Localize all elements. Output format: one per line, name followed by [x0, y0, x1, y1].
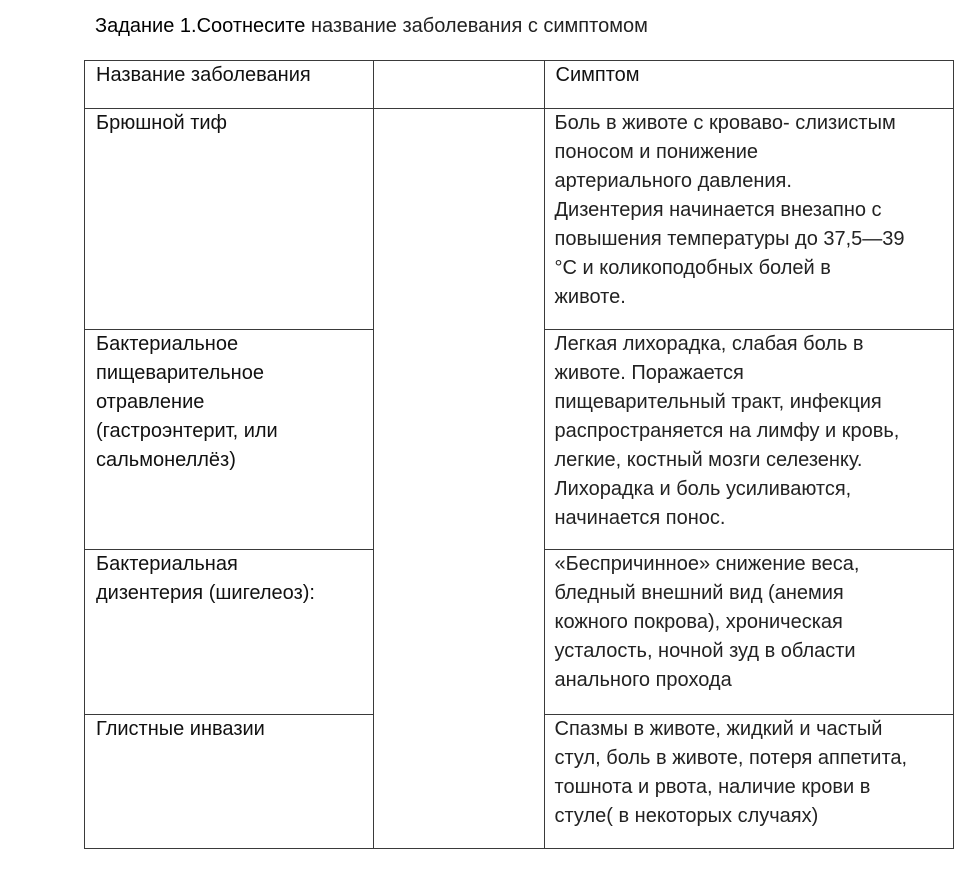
header-cell-symptom	[544, 61, 953, 109]
header-symptom-label: Симптом	[555, 64, 640, 86]
header-cell-name	[85, 61, 374, 109]
symptom-text: Боль в животе с кроваво- слизистым поносом и понижение артериального давления. Дизентерия начинается внезапно с повышения температуры до 37,5—39 °С и коликоподобных болей в животе.	[554, 112, 905, 308]
symptom-text: Спазмы в животе, жидкий и частый стул, боль в животе, потеря аппетита, тошнота и рвота, наличие крови в стуле( в некоторых случаях)	[554, 718, 908, 827]
symptom-cell	[544, 715, 953, 849]
symptom-cell	[544, 550, 953, 715]
disease-name: Бактериальная дизентерия (шигелеоз):	[96, 553, 315, 604]
disease-name: Бактериальное пищеварительное отравление (гастроэнтерит, или сальмонеллёз)	[96, 333, 278, 471]
task-title	[95, 12, 648, 40]
disease-name: Глистные инвазии	[96, 718, 265, 740]
header-name-label: Название заболевания	[96, 64, 311, 86]
symptom-cell	[544, 109, 953, 330]
disease-name-cell	[85, 330, 374, 550]
symptom-text: «Беспричинное» снижение веса, бледный внешний вид (анемия кожного покрова), хроническая усталость, ночной зуд в области анального прохода	[554, 553, 860, 691]
table-header-row	[85, 61, 954, 109]
matching-table	[84, 60, 954, 849]
disease-name-cell	[85, 109, 374, 330]
table-row	[85, 109, 954, 330]
task-title-rest: название заболевания с симптомом	[305, 15, 648, 37]
disease-name: Брюшной тиф	[96, 112, 227, 134]
answer-column-cell[interactable]	[374, 109, 544, 849]
disease-name-cell	[85, 715, 374, 849]
symptom-text: Легкая лихорадка, слабая боль в животе. Поражается пищеварительный тракт, инфекция распространяется на лимфу и кровь, легкие, костный мозги селезенку. Лихорадка и боль усиливаются, начинается понос.	[554, 333, 900, 529]
task-title-bold: Задание 1.Соотнесите	[95, 15, 306, 37]
header-cell-blank	[374, 61, 544, 109]
symptom-cell	[544, 330, 953, 550]
disease-name-cell	[85, 550, 374, 715]
